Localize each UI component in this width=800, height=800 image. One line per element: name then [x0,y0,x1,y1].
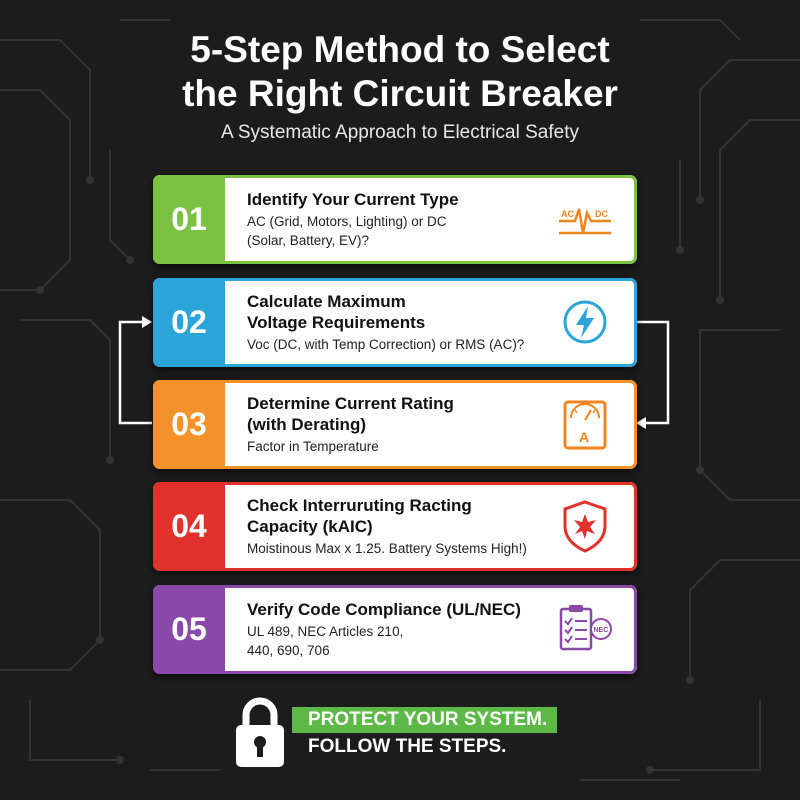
step-card-5 [153,585,637,674]
step-description-line: UL 489, NEC Articles 210, [247,624,404,639]
step-description-line: AC (Grid, Motors, Lighting) or DC [247,214,447,229]
lightning-bolt-icon [555,292,615,352]
svg-text:AC: AC [561,209,574,219]
step-description-line: Moistinous Max x 1.25. Battery Systems High!) [247,541,527,556]
step-description-line: (Solar, Battery, EV)? [247,233,370,248]
step-body [247,585,541,674]
checklist-nec-icon [555,599,615,659]
page-subtitle: A Systematic Approach to Electrical Safety [220,122,579,143]
step-description-line: Factor in Temperature [247,439,379,454]
step-number: 05 [153,585,225,674]
step-title: Verify Code Compliance (UL/NEC) [247,600,521,619]
padlock-icon [232,695,288,769]
page-title-line-2: the Right Circuit Breaker [182,73,618,114]
footer-line-2: FOLLOW THE STEPS. [308,736,507,757]
step-title-line-2: Voltage Requirements [247,313,426,332]
step-title: Calculate Maximum [247,292,406,311]
ammeter-gauge-icon [555,394,615,454]
footer-line-1: PROTECT YOUR SYSTEM. [292,707,557,733]
step-card-2 [153,278,637,367]
svg-text:NEC: NEC [593,627,609,634]
svg-text:A: A [579,429,590,445]
step-body [247,482,541,571]
step-body [247,278,541,367]
step-title-line-2: Capacity (kAIC) [247,517,373,536]
footer-banner [292,707,557,761]
step-title: Determine Current Rating [247,394,454,413]
step-title-line-2: (with Derating) [247,415,366,434]
page-title-line-1: 5-Step Method to Select [190,29,610,70]
step-title: Check Interruruting Racting [247,496,472,515]
step-number: 01 [153,175,225,264]
step-number: 02 [153,278,225,367]
step-body [247,380,541,469]
step-card-3 [153,380,637,469]
step-body [247,175,541,264]
step-description-line: 440, 690, 706 [247,643,330,658]
step-title: Identify Your Current Type [247,190,459,209]
step-card-4 [153,482,637,571]
step-description-line: Voc (DC, with Temp Correction) or RMS (AC)? [247,337,525,352]
step-number: 04 [153,482,225,571]
shield-burst-icon [555,496,615,556]
step-number: 03 [153,380,225,469]
svg-text:DC: DC [595,209,608,219]
ac-dc-waveform-icon [555,189,615,249]
step-card-1 [153,175,637,264]
